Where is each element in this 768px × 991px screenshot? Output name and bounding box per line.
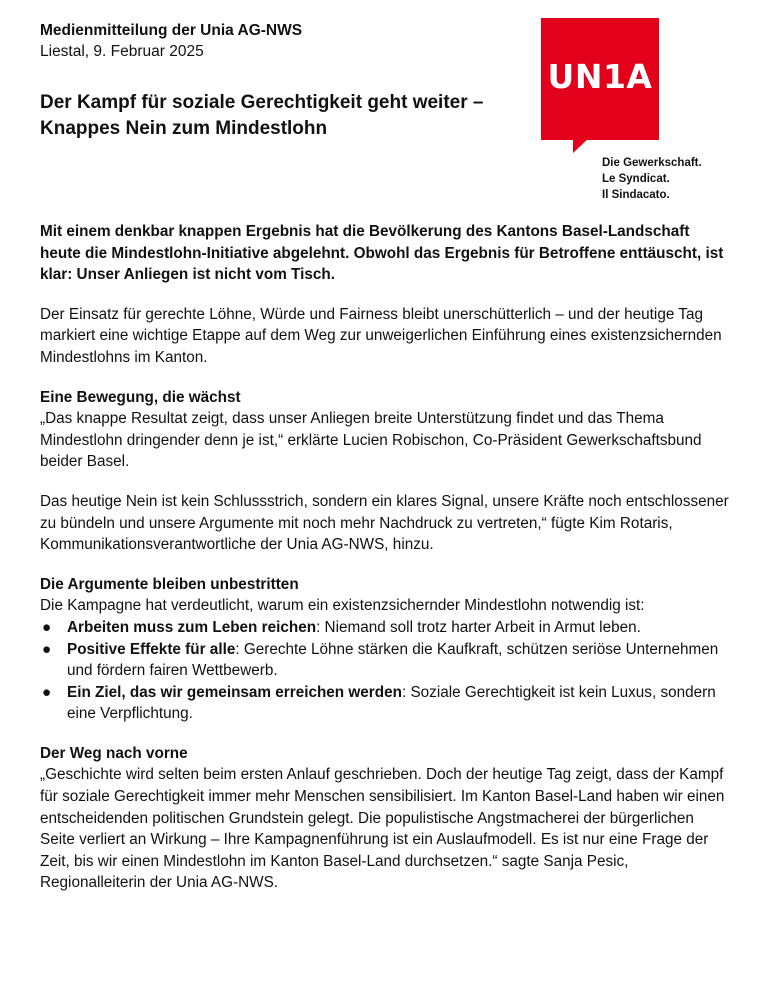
bullet-text: : Gerechte Löhne stärken die Kaufkraft, schützen seriöse Unternehmen und fördern fairen Wettbewerb. [67,640,719,680]
unia-logo [541,18,659,140]
intro-paragraph: Der Einsatz für gerechte Löhne, Würde und Fairness bleibt unerschütterlich – und der heutige Tag markiert eine wichtige Etappe auf dem Weg zur unweigerlichen Einführung eines existenzsichernden Mindestlohns im Kanton. [40,305,722,366]
lead-paragraph: Mit einem denkbar knappen Ergebnis hat die Bevölkerung des Kantons Basel-Landschaft heute die Mindestlohn-Initiative abgelehnt. Obwohl das Ergebnis für Betroffene enttäuscht, ist klar: Unser Anliegen ist nicht vom Tisch. [40,223,724,284]
organization-line: Medienmitteilung der Unia AG-NWS [40,22,303,39]
bullet-key: Positive Effekte für alle [67,640,236,658]
bullet-key: Ein Ziel, das wir gemeinsam erreichen werden [67,683,402,701]
section-movement [40,387,730,473]
title-line-1: Der Kampf für soziale Gerechtigkeit geht weiter – [40,92,484,113]
logo-wordmark: UN1A [547,56,653,96]
article-body [40,221,730,912]
section-way-forward [40,743,730,894]
paragraph-rotaris: Das heutige Nein ist kein Schlussstrich, sondern ein klares Signal, unsere Kräfte noch entschlossener zu bündeln und unsere Argumente mit noch mehr Nachdruck zu vertreten,“ fügte Kim Rotaris, Kommunikationsverantwortliche der Unia AG-NWS, hinzu. [40,492,729,554]
bullet-key: Arbeiten muss zum Leben reichen [67,618,317,636]
section-heading-arguments: Die Argumente bleiben unbestritten [40,575,299,593]
section-heading-way-forward: Der Weg nach vorne [40,744,188,762]
list-item [40,639,730,682]
title-line-2: Knappes Nein zum Mindestlohn [40,118,328,139]
bullet-text: : Soziale Gerechtigkeit ist kein Luxus, sondern eine Verpflichtung. [67,683,716,723]
bullet-text: : Niemand soll trotz harter Arbeit in Armut leben. [316,618,641,636]
section-heading-movement: Eine Bewegung, die wächst [40,388,241,406]
logo-tagline [602,155,742,203]
logo-speech-tail [573,138,589,153]
page-title [40,90,520,142]
quote-pesic: „Geschichte wird selten beim ersten Anlauf geschrieben. Doch der heutige Tag zeigt, dass der Kampf für soziale Gerechtigkeit immer mehr Menschen sensibilisiert. Im Kanton Basel-Land haben wir einen entscheidenden politischen Grundstein gelegt. Die populistische Angstmacherei der bürgerlichen Seite verliert an Wirkung – Ihre Kampagnenführung ist ein Auslaufmodell. Es ist nur eine Frage der Zeit, bis wir einen Mindestlohn im Kanton Basel-Land durchsetzen.“ sagte Sanja Pesic, Regionalleiterin der Unia AG-NWS. [40,766,725,892]
arguments-list [40,617,730,725]
quote-robischon: „Das knappe Resultat zeigt, dass unser Anliegen breite Unterstützung findet und das Thema Mindestlohn dringender denn je ist,“ erklärte Lucien Robischon, Co-Präsident Gewerkschaftsbund beider Basel. [40,410,702,471]
bullet-icon: ● [42,618,52,636]
section-arguments [40,574,730,617]
bullet-icon: ● [42,683,52,701]
tagline-de: Die Gewerkschaft. [602,157,702,169]
list-item [40,617,730,639]
tagline-it: Il Sindacato. [602,189,670,201]
tagline-fr: Le Syndicat. [602,173,670,185]
arguments-intro: Die Kampagne hat verdeutlicht, warum ein existenzsichernder Mindestlohn notwendig ist: [40,597,645,615]
bullet-icon: ● [42,640,52,658]
place-date-line: Liestal, 9. Februar 2025 [40,43,204,60]
list-item [40,682,730,725]
